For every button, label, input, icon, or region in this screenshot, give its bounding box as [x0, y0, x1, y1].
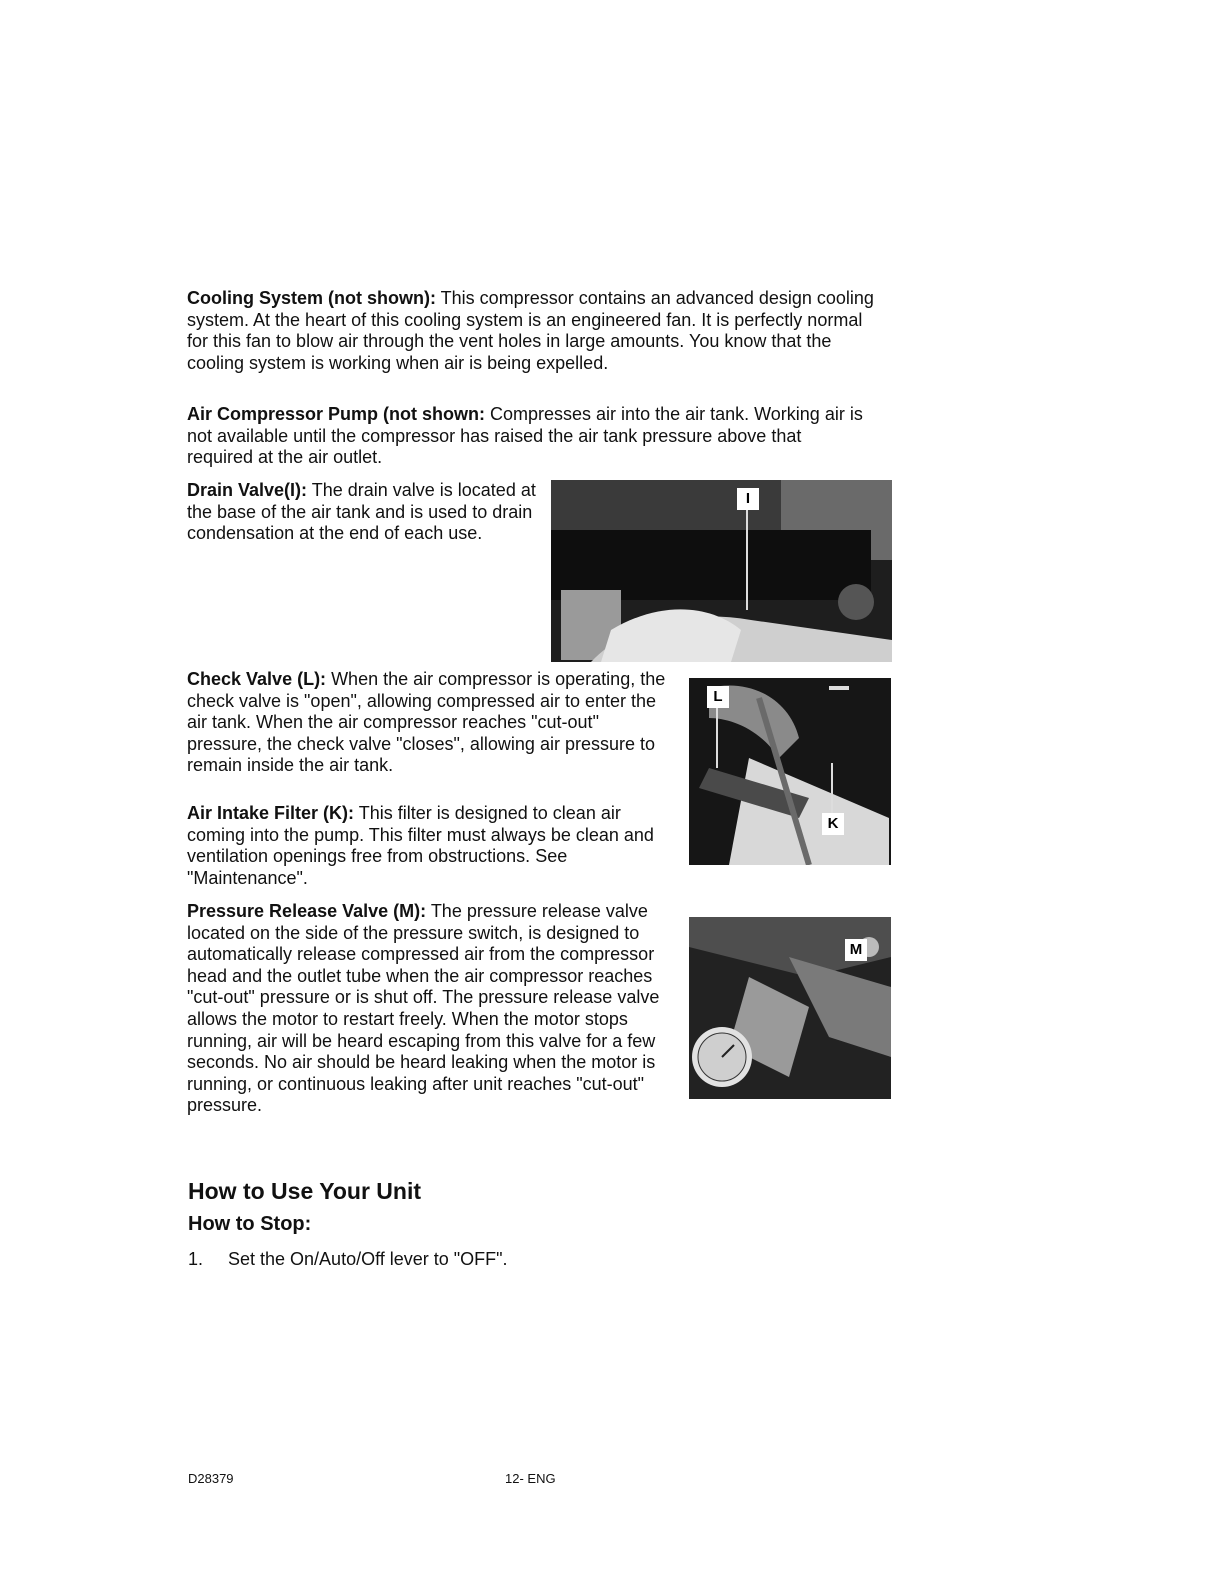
intake-filter-paragraph [187, 803, 677, 889]
pressure-release-title: Pressure Release Valve (M): [187, 901, 427, 921]
drain-valve-paragraph [187, 480, 552, 545]
drain-valve-text: The drain valve is located at the base of the air tank and is used to drain condensation at the end of each use. [187, 480, 536, 544]
pressure-release-paragraph [187, 901, 677, 1117]
page-number: 12- ENG [505, 1471, 556, 1486]
step-item [188, 1249, 508, 1270]
check-valve-photo [689, 678, 891, 865]
how-to-stop-subheading: How to Stop: [188, 1213, 312, 1235]
drain-valve-title: Drain Valve(I): [187, 480, 308, 500]
pressure-release-text: The pressure release valve located on the side of the pressure switch, is designed to automatically release compressed air from the compressor head and the outlet tube when the air compressor reaches "cut-out" pressure or is shut off. The pressure release valve allows the motor to restart freely. When the motor stops running, air will be heard escaping from this valve for a few seconds. No air should be heard leaking when the motor is running, or continuous leaking after unit reaches "cut-out" pressure. [187, 901, 660, 1116]
drain-valve-photo [551, 480, 892, 662]
drain-valve-photo-graphic [551, 480, 892, 662]
intake-filter-text: This filter is designed to clean air coming into the pump. This filter must always be clean and ventilation openings free from obstructions. See "Maintenance". [187, 803, 654, 888]
pressure-release-photo [689, 917, 891, 1099]
compressor-pump-text: Compresses air into the air tank. Working air is not available until the compressor has raised the air tank pressure above that required at the air outlet. [187, 404, 863, 468]
intake-filter-label: K [822, 813, 844, 835]
compressor-pump-title: Air Compressor Pump (not shown: [187, 404, 486, 424]
document-code: D28379 [188, 1471, 234, 1486]
step-text: Set the On/Auto/Off lever to "OFF". [228, 1249, 508, 1269]
drain-valve-label: I [737, 488, 759, 510]
check-valve-title: Check Valve (L): [187, 669, 327, 689]
compressor-pump-paragraph [187, 404, 867, 469]
check-valve-text: When the air compressor is operating, the check valve is "open", allowing compressed air to enter the air tank. When the air compressor reaches "cut-out" pressure, the check valve "closes", allowing air pressure to remain inside the air tank. [187, 669, 666, 776]
check-valve-paragraph [187, 669, 677, 777]
check-valve-label: L [707, 686, 729, 708]
cooling-system-text: This compressor contains an advanced design cooling system. At the heart of this cooling system is an engineered fan. It is perfectly normal for this fan to blow air through the vent holes in large amounts. You know that the cooling system is working when air is being expelled. [187, 288, 874, 373]
how-to-use-heading: How to Use Your Unit [188, 1178, 421, 1204]
cooling-system-title: Cooling System (not shown): [187, 288, 436, 308]
cooling-system-paragraph [187, 288, 887, 374]
pressure-release-label: M [845, 939, 867, 961]
step-number: 1. [188, 1249, 204, 1269]
intake-filter-title: Air Intake Filter (K): [187, 803, 355, 823]
